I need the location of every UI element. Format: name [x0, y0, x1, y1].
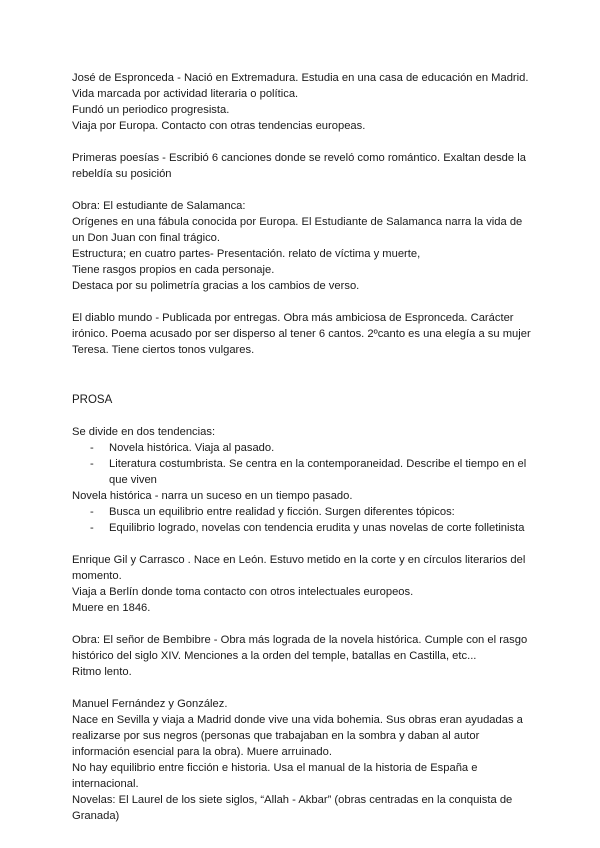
bembibre-section [72, 632, 532, 680]
estudiante-structure: Estructura; en cuatro partes- Presentación. relato de víctima y muerte, [72, 248, 421, 260]
bembibre-text: Obra: El señor de Bembibre - Obra más lograda de la novela histórica. Cumple con el rasgo histórico del siglo XIV. Menciones a la orden del temple, batallas en Castilla, etc... [72, 634, 528, 662]
tendencias-list [72, 440, 532, 488]
dash-bullet: - [90, 458, 94, 470]
diablo-mundo-section [72, 310, 532, 358]
dash-bullet: - [90, 522, 94, 534]
fernandez-novelas: Novelas: El Laurel de los siete siglos, “Allah - Akbar” (obras centradas en la conquista de Granada) [72, 794, 513, 822]
list-item-text: Busca un equilibrio entre realidad y ficción. Surgen diferentes tópicos: [109, 506, 455, 518]
list-item [72, 504, 532, 520]
list-item-text: Equilibrio logrado, novelas con tendencia erudita y unas novelas de corte folletinista [109, 522, 525, 534]
espronceda-travel: Viaja por Europa. Contacto con otras tendencias europeas. [72, 120, 366, 132]
dash-bullet: - [90, 506, 94, 518]
estudiante-origins: Orígenes en una fábula conocida por Europa. El Estudiante de Salamanca narra la vida de un Don Juan con final trágico. [72, 216, 523, 244]
fernandez-life: Nace en Sevilla y viaja a Madrid donde vive una vida bohemia. Sus obras eran ayudadas a realizarse por sus negros (personas que trabajaban en la sombra y daban al autor información esencial para la obra). Muere arruinado. [72, 714, 523, 758]
diablo-mundo-text: El diablo mundo - Publicada por entregas. Obra más ambiciosa de Espronceda. Carácter irónico. Poema acusado por ser disperso al tener 6 cantos. 2ºcanto es una elegía a su mujer Teresa. Tiene ciertos tonos vulgares. [72, 312, 531, 356]
bembibre-rhythm: Ritmo lento. [72, 666, 132, 678]
espronceda-life: Vida marcada por actividad literaria o política. [72, 88, 299, 100]
gil-carrasco-death: Muere en 1846. [72, 602, 151, 614]
prosa-section [72, 424, 532, 536]
list-item-text: Literatura costumbrista. Se centra en la contemporaneidad. Describe el tiempo en el que viven [109, 458, 527, 486]
primeras-poesias-text: Primeras poesías - Escribió 6 canciones donde se reveló como romántico. Exaltan desde la rebeldía su posición [72, 152, 526, 180]
fernandez-name: Manuel Fernández y González. [72, 698, 228, 710]
prosa-intro: Se divide en dos tendencias: [72, 426, 216, 438]
gil-carrasco-intro: Enrique Gil y Carrasco . Nace en León. Estuvo metido en la corte y en círculos literarios del momento. [72, 554, 526, 582]
novela-historica-intro: Novela histórica - narra un suceso en un tiempo pasado. [72, 490, 353, 502]
gil-carrasco-section [72, 552, 532, 616]
estudiante-section [72, 198, 532, 294]
fernandez-section [72, 696, 532, 824]
estudiante-traits: Tiene rasgos propios en cada personaje. [72, 264, 275, 276]
fernandez-equilibrio: No hay equilibrio entre ficción e historia. Usa el manual de la historia de España e internacional. [72, 762, 478, 790]
novela-historica-list [72, 504, 532, 536]
estudiante-title: Obra: El estudiante de Salamanca: [72, 200, 246, 212]
estudiante-polimetria: Destaca por su polimetría gracias a los cambios de verso. [72, 280, 360, 292]
document-body [72, 70, 532, 840]
espronceda-newspaper: Fundó un periodico progresista. [72, 104, 230, 116]
dash-bullet: - [90, 442, 94, 454]
espronceda-section [72, 70, 532, 134]
primeras-poesias-section [72, 150, 532, 182]
list-item [72, 520, 532, 536]
list-item-text: Novela histórica. Viaja al pasado. [109, 442, 275, 454]
espronceda-intro: José de Espronceda - Nació en Extremadura. Estudia en una casa de educación en Madrid. [72, 72, 529, 84]
list-item [72, 440, 532, 456]
prosa-heading: PROSA [72, 394, 113, 406]
gil-carrasco-travel: Viaja a Berlín donde toma contacto con otros intelectuales europeos. [72, 586, 414, 598]
list-item [72, 456, 532, 488]
